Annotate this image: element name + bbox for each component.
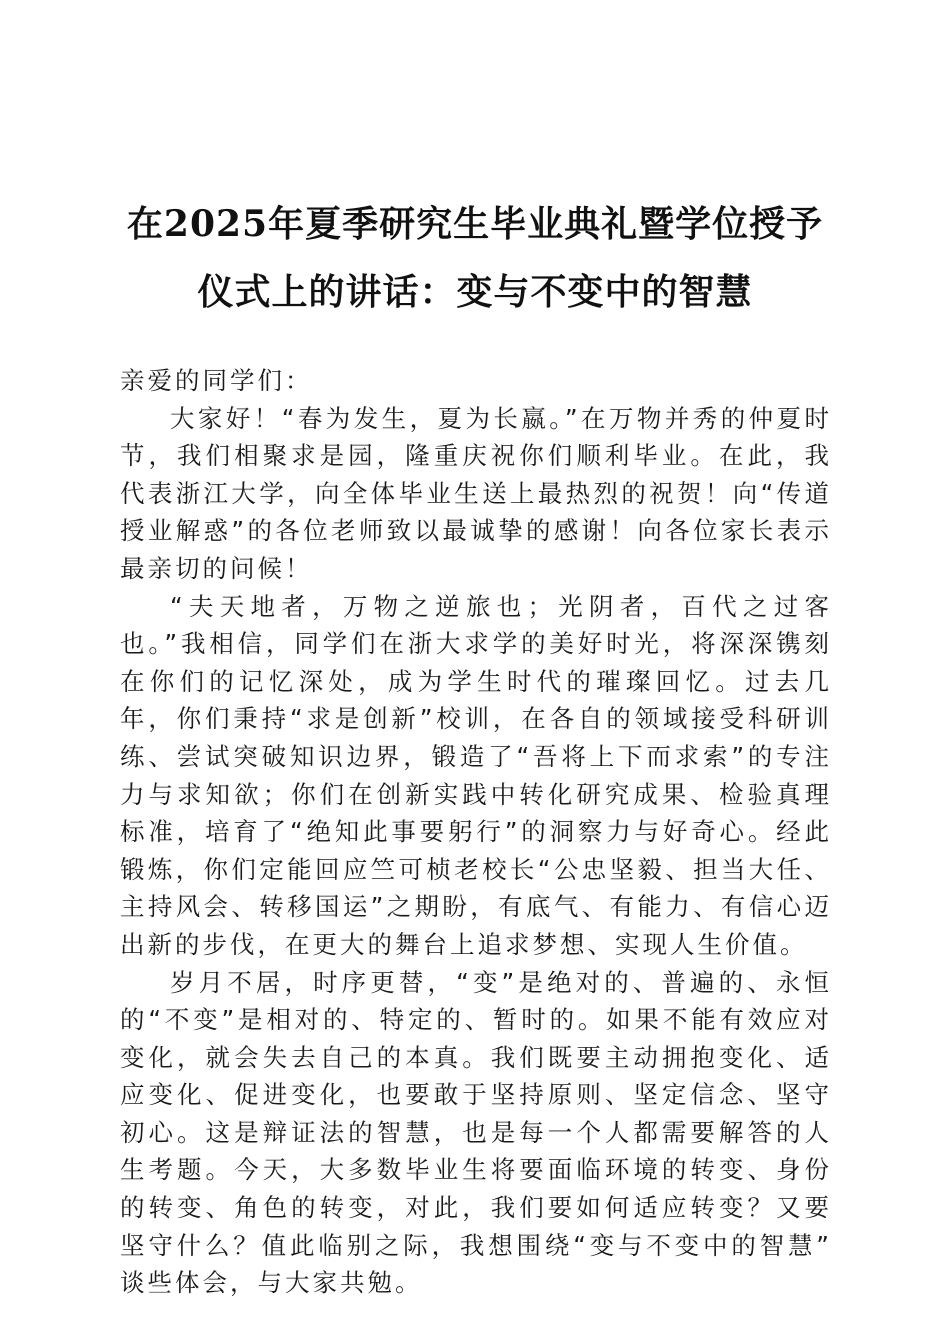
document-body — [120, 362, 832, 1302]
paragraph: 大家好！“春为发生，夏为长嬴。”在万物并秀的仲夏时节，我们相聚求是园，隆重庆祝你们顺利毕业。在此，我代表浙江大学，向全体毕业生送上最热烈的祝贺！向“传道授业解惑”的各位老师致以最诚挚的感谢！向各位家长表示最亲切的问候！ — [120, 403, 832, 583]
document-title: 在2025年夏季研究生毕业典礼暨学位授予仪式上的讲话：变与不变中的智慧 — [126, 203, 824, 313]
paragraph: 岁月不居，时序更替，“变”是绝对的、普遍的、永恒的“不变”是相对的、特定的、暂时的。如果不能有效应对变化，就会失去自己的本真。我们既要主动拥抱变化、适应变化、促进变化，也要敢于坚持原则、坚定信念、坚守初心。这是辩证法的智慧，也是每一个人都需要解答的人生考题。今天，大多数毕业生将要面临环境的转变、身份的转变、角色的转变，对此，我们要如何适应转变？又要坚守什么？值此临别之际，我想围绕“变与不变中的智慧” 谈些体会，与大家共勉。 — [120, 967, 832, 1298]
salutation: 亲爱的同学们： — [120, 366, 313, 395]
paragraph: “夫天地者，万物之逆旅也；光阴者，百代之过客也。”我相信，同学们在浙大求学的美好时光，将深深镌刻在你们的记忆深处，成为学生时代的璀璨回忆。过去几年，你们秉持“求是创新”校训，在各自的领域接受科研训练、尝试突破知识边界，锻造了“吾将上下而求索”的专注力与求知欲；你们在创新实践中转化研究成果、检验真理标准，培育了“绝知此事要躬行”的洞察力与好奇心。经此锻炼，你们定能回应竺可桢老校长“公忠坚毅、担当大任、主持风会、转移国运”之期盼，有底气、有能力、有信心迈出新的步伐，在更大的舞台上追求梦想、实现人生价值。 — [120, 591, 832, 959]
